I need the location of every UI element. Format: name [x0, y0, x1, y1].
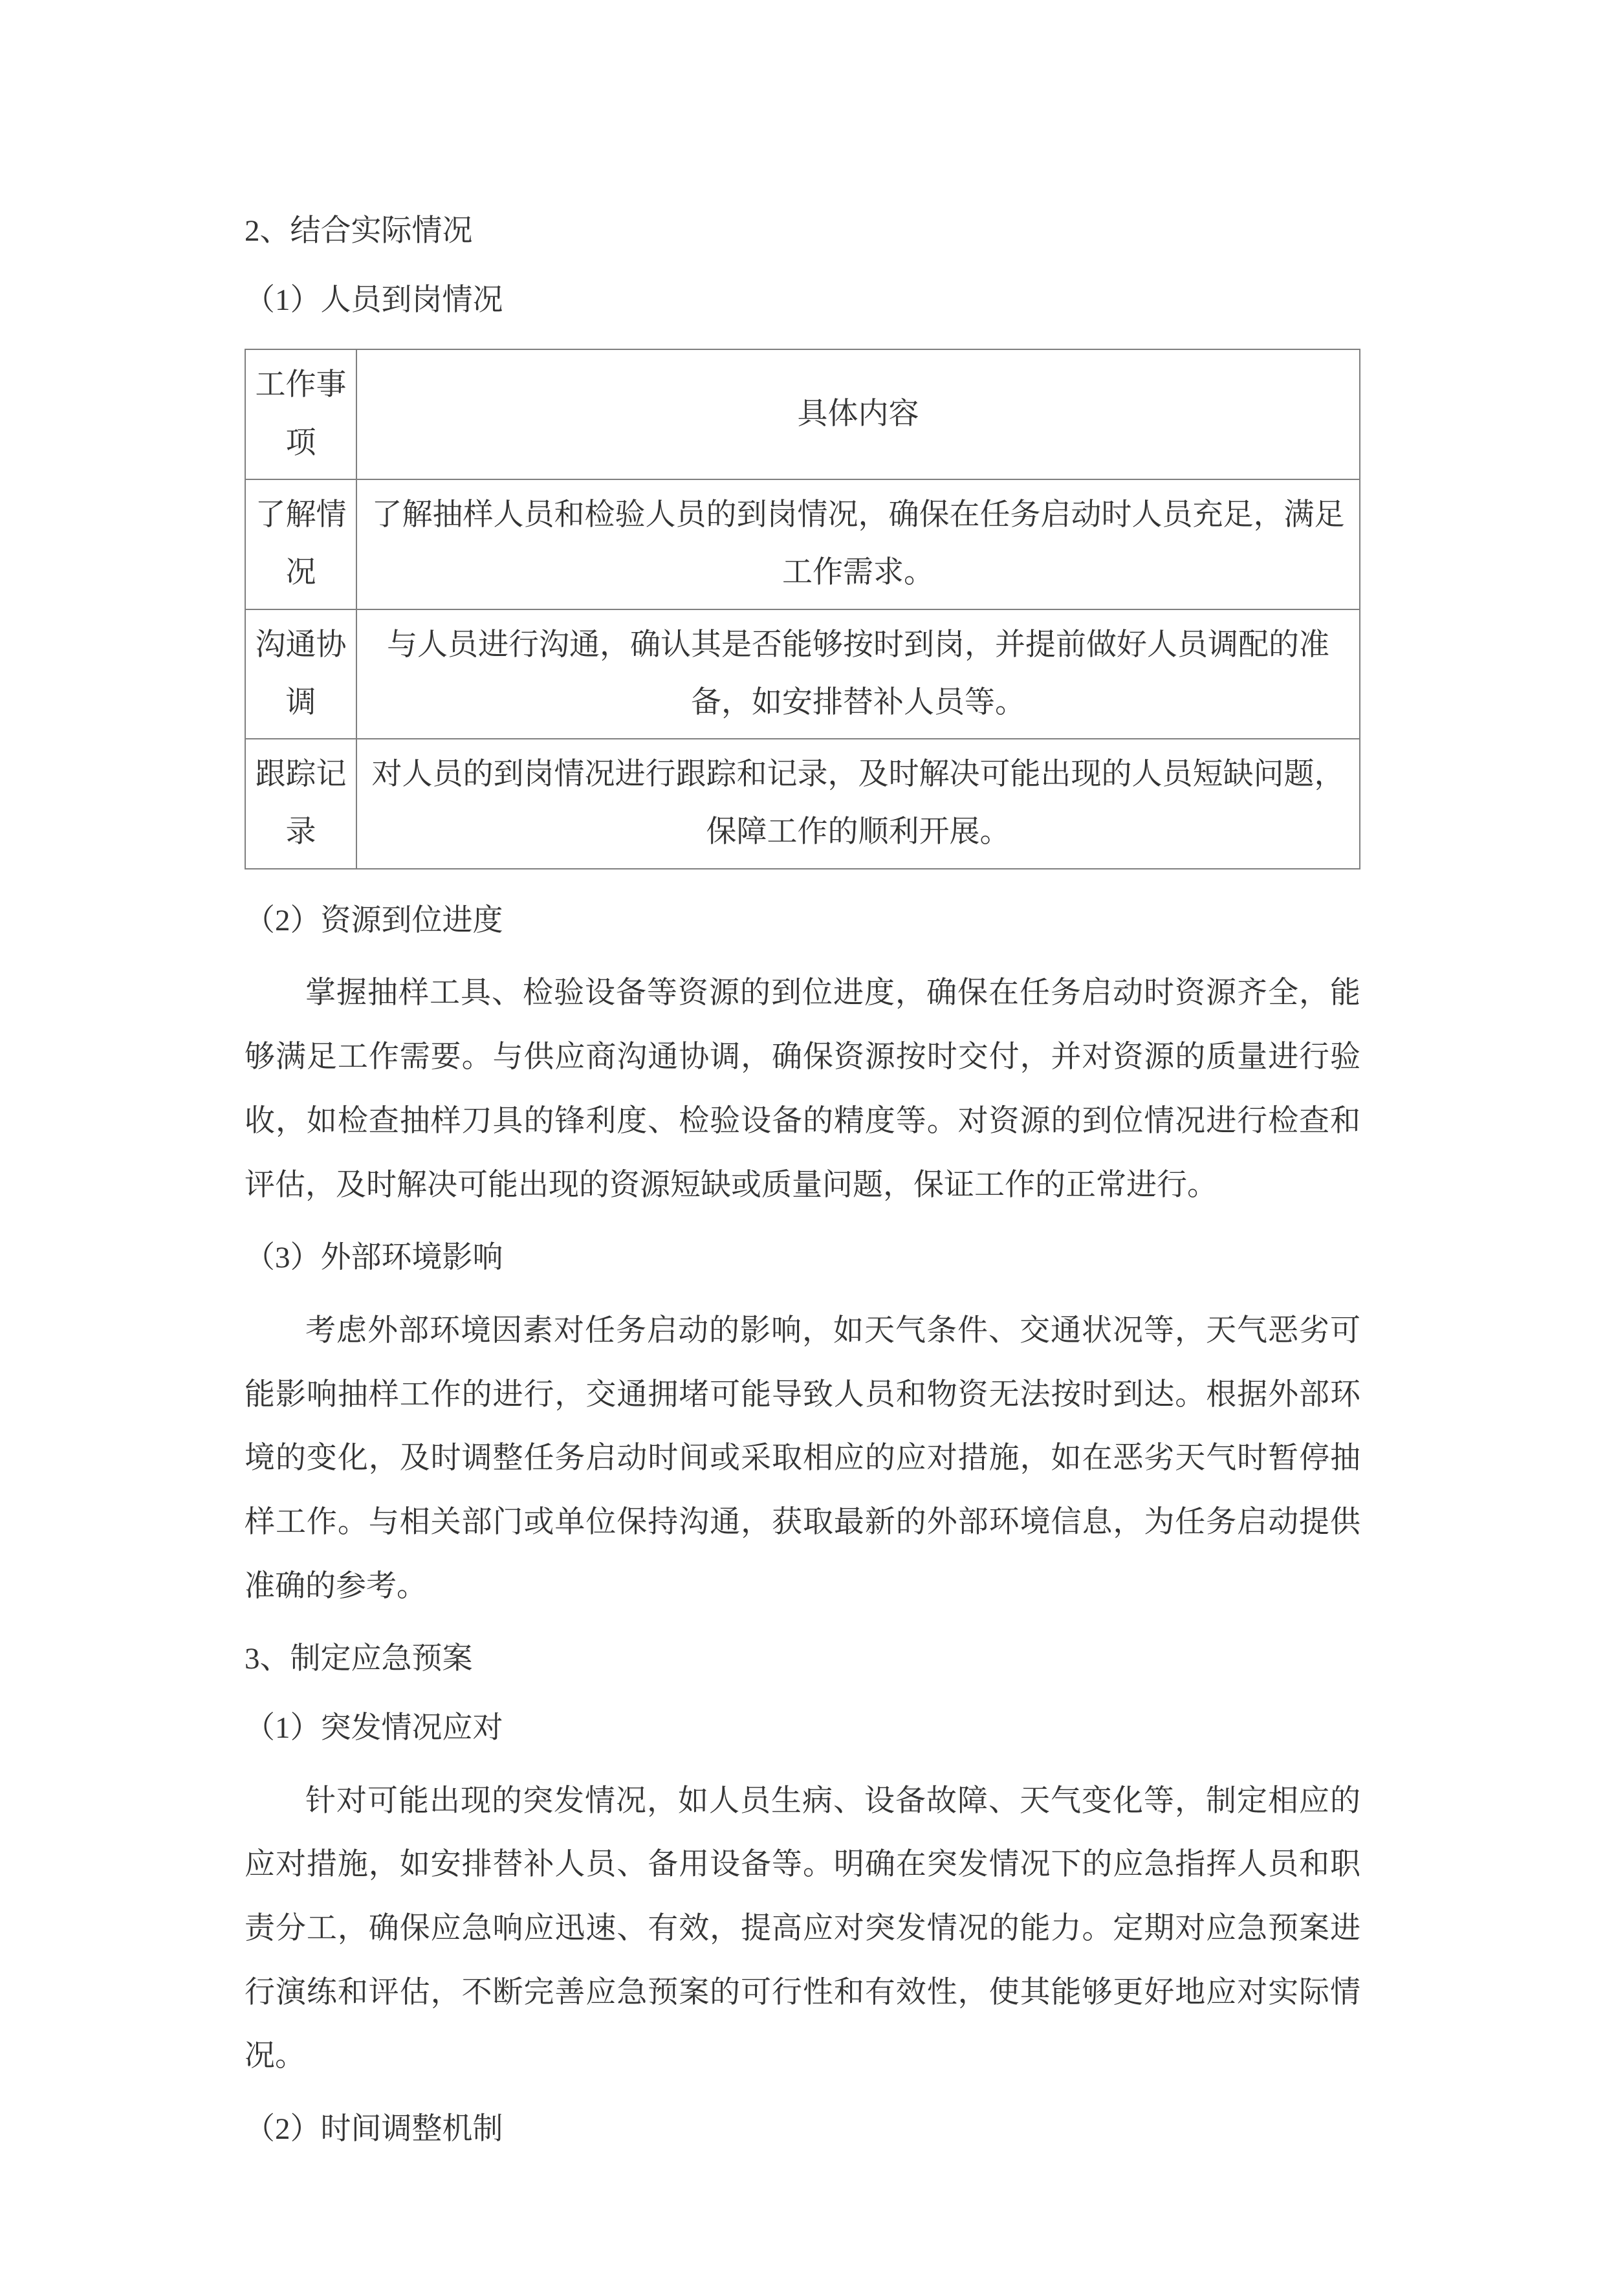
subsection-heading-2-1: （1）人员到岗情况 — [245, 283, 503, 317]
subsection-heading-2-3: （3）外部环境影响 — [245, 1241, 503, 1275]
table-row — [245, 609, 1360, 739]
table-header-work-item: 工作事项 — [245, 349, 356, 479]
table-cell-content: 与人员进行沟通，确认其是否能够按时到岗，并提前做好人员调配的准备，如安排替补人员等。 — [356, 609, 1360, 739]
paragraph-resources: 掌握抽样工具、检验设备等资源的到位进度，确保在任务启动时资源齐全，能够满足工作需要。与供应商沟通协调，确保资源按时交付，并对资源的质量进行验收，如检查抽样刀具的锋利度、检验设备的精度等。对资源的到位情况进行检查和评估，及时解决可能出现的资源短缺或质量问题，保证工作的正常进行。 — [245, 976, 1360, 1202]
personnel-table — [245, 349, 1360, 869]
subsection-heading-2-2: （2）资源到位进度 — [245, 903, 503, 937]
table-row — [245, 479, 1360, 609]
section-heading-2: 2、结合实际情况 — [245, 214, 473, 248]
table-cell-item: 沟通协调 — [245, 609, 356, 739]
table-cell-item: 跟踪记录 — [245, 739, 356, 869]
paragraph-environment: 考虑外部环境因素对任务启动的影响，如天气条件、交通状况等，天气恶劣可能影响抽样工作的进行，交通拥堵可能导致人员和物资无法按时到达。根据外部环境的变化，及时调整任务启动时间或采取相应的应对措施，如在恶劣天气时暂停抽样工作。与相关部门或单位保持沟通，获取最新的外部环境信息，为任务启动提供准确的参考。 — [245, 1313, 1360, 1603]
table-header-content: 具体内容 — [356, 349, 1360, 479]
subsection-heading-3-1: （1）突发情况应对 — [245, 1711, 503, 1745]
table-cell-content: 了解抽样人员和检验人员的到岗情况，确保在任务启动时人员充足，满足工作需求。 — [356, 479, 1360, 609]
subsection-heading-3-2: （2）时间调整机制 — [245, 2112, 503, 2147]
table-header-row — [245, 349, 1360, 479]
paragraph-emergency: 针对可能出现的突发情况，如人员生病、设备故障、天气变化等，制定相应的应对措施，如安排替补人员、备用设备等。明确在突发情况下的应急指挥人员和职责分工，确保应急响应迅速、有效，提高应对突发情况的能力。定期对应急预案进行演练和评估，不断完善应急预案的可行性和有效性，使其能够更好地应对实际情况。 — [245, 1784, 1360, 2073]
section-heading-3: 3、制定应急预案 — [245, 1642, 473, 1676]
table-row — [245, 739, 1360, 869]
table-cell-item: 了解情况 — [245, 479, 356, 609]
table-cell-content: 对人员的到岗情况进行跟踪和记录，及时解决可能出现的人员短缺问题，保障工作的顺利开展。 — [356, 739, 1360, 869]
